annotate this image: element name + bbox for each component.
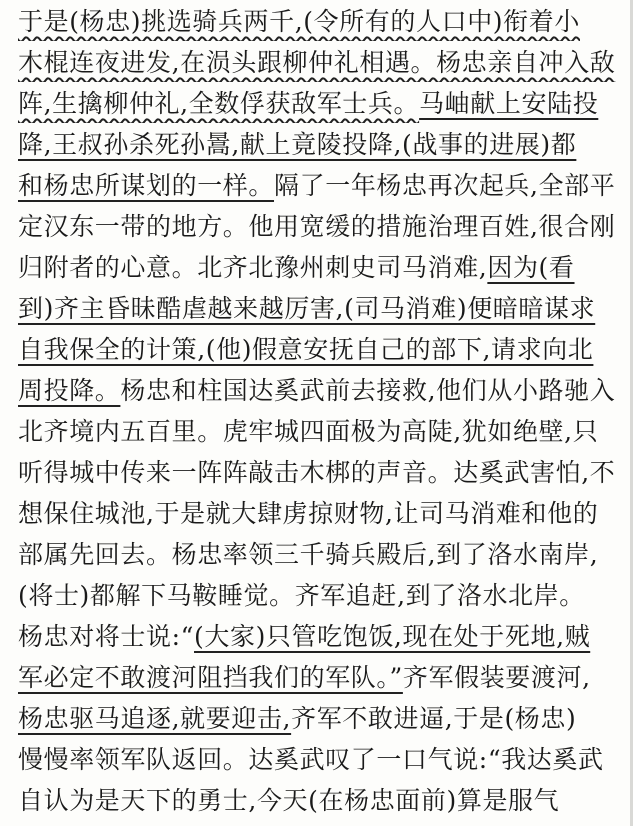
underlined-text: 于是(杨忠)挑选骑兵两千,(令所有的人口中)衔着小 — [18, 7, 580, 36]
text-line — [18, 494, 618, 533]
text-line — [18, 453, 618, 492]
text-segment: 想保住城池,于是就大肆虏掠财物,让司马消难和他的 — [18, 499, 599, 528]
underlined-text: 因为(看 — [487, 253, 575, 282]
text-line — [18, 576, 618, 615]
text-line — [18, 125, 618, 164]
underlined-text: (大家)只管吃饱饭,现在处于死地,贼 — [194, 622, 591, 651]
text-line — [18, 289, 618, 328]
text-line — [18, 699, 618, 738]
underlined-text: 军必定不敢渡河阻挡我们的军队。” — [18, 663, 403, 692]
underlined-text: 马岫献上安陆投 — [419, 89, 599, 118]
text-line — [18, 330, 618, 369]
text-line — [18, 740, 618, 779]
text-segment: 自认为是天下的勇士,今天(在杨忠面前)算是服气 — [18, 786, 560, 815]
underlined-text: 到)齐主昏昧酷虐越来越厉害,(司马消难)便暗暗谋求 — [18, 294, 596, 323]
text-line — [18, 781, 618, 820]
text-line — [18, 248, 618, 287]
text-segment: 隔了一年杨忠再次起兵,全部平 — [274, 171, 616, 200]
text-line — [18, 535, 618, 574]
text-segment: 听得城中传来一阵阵敲击木梆的声音。达奚武害怕,不 — [18, 458, 616, 487]
underlined-text: 木棍连夜进发,在涢头跟柳仲礼相遇。杨忠亲自冲入敌 — [18, 48, 616, 77]
text-segment: 部属先回去。杨忠率领三千骑兵殿后,到了洛水南岸, — [18, 540, 599, 569]
text-segment: 北齐境内五百里。虎牢城四面极为高陡,犹如绝壁,只 — [18, 417, 599, 446]
text-line — [18, 84, 618, 123]
underlined-text: 杨忠驱马追逐,就要迎击, — [18, 704, 292, 733]
text-segment: 杨忠对将士说:“ — [18, 622, 195, 651]
text-segment: 杨忠和柱国达奚武前去接救,他们从小路驰入 — [120, 376, 616, 405]
underlined-text: 阵,生擒柳仲礼,全数俘获敌军士兵。 — [18, 89, 420, 118]
underlined-text: 周投降。 — [18, 376, 121, 405]
underlined-text: 降,王叔孙杀死孙暠,献上竟陵投降,(战事的进展)都 — [18, 130, 577, 159]
underlined-text: 自我保全的计策,(他)假意安抚自己的部下,请求向北 — [18, 335, 594, 364]
text-segment: 归附者的心意。北齐北豫州刺史司马消难, — [18, 253, 488, 282]
text-segment: (将士)都解下马鞍睡觉。齐军追赶,到了洛水北岸。 — [18, 581, 585, 610]
text-segment: 定汉东一带的地方。他用宽缓的措施治理百姓,很合刚 — [18, 212, 616, 241]
text-line — [18, 166, 618, 205]
underlined-text: 和杨忠所谋划的一样。 — [18, 171, 275, 200]
text-line — [18, 371, 618, 410]
text-line — [18, 43, 618, 82]
text-line — [18, 658, 618, 697]
text-segment: 齐军不敢进逼,于是(杨忠) — [291, 704, 577, 733]
text-line — [18, 412, 618, 451]
text-line — [18, 207, 618, 246]
text-line — [18, 2, 618, 41]
text-segment: 慢慢率领军队返回。达奚武叹了一口气说:“我达奚武 — [18, 745, 604, 774]
text-line — [18, 617, 618, 656]
text-segment: 齐军假装要渡河, — [402, 663, 591, 692]
